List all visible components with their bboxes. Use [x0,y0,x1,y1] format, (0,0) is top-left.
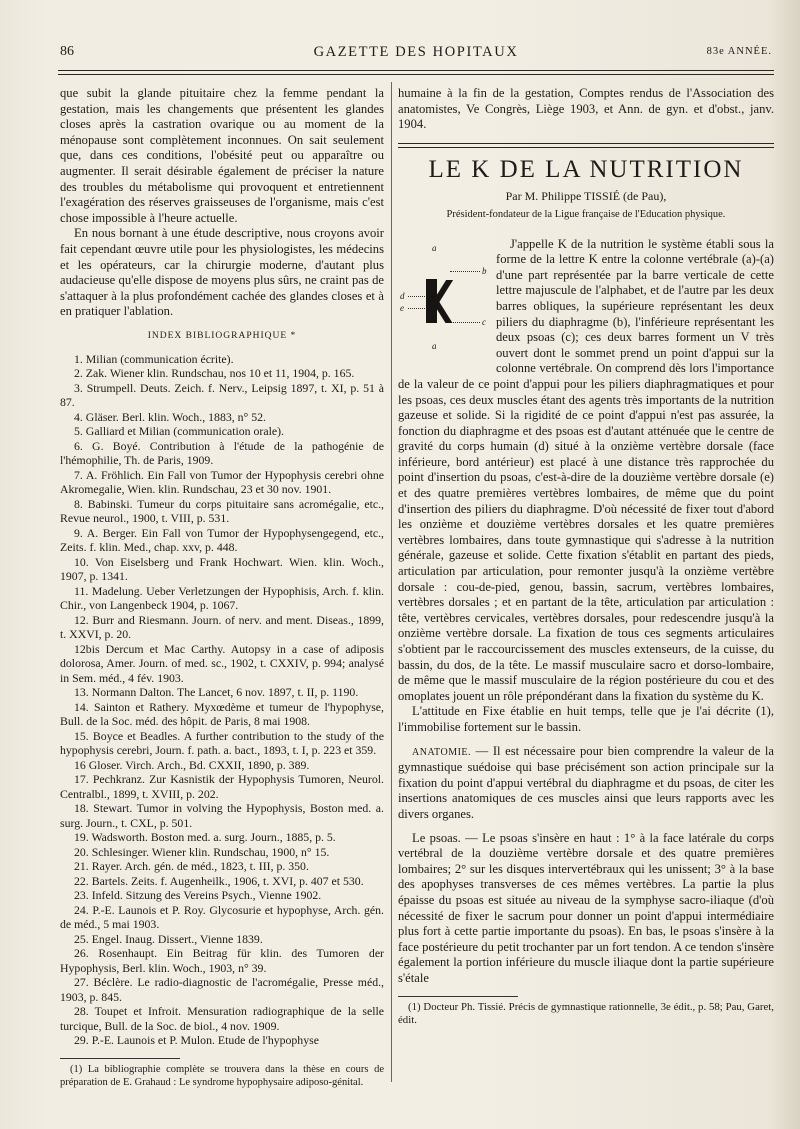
bib-entry: 21. Rayer. Arch. gén. de méd., 1823, t. III, p. 350. [74,859,309,873]
psoas-paragraph: Le psoas. — Le psoas s'insère en haut : 1° à la face latérale du corps vertébral de la douzième vertèbre dorsale et des quatre premières lombaires; 2° sur les disques intervertébraux qui les unissent; 3° à la base des apophyses transverses de ces mêmes vertèbres. La partie la plus épaisse du psoas est située au niveau de la symphyse sacro-iliaque (d'où nécessité de fixer le sacrum pour donner un point d'appui intermédiaire plus fort à cette partie importante du psoas). En bas, le psoas s'insère à la face postérieure du petit trochanter par un fort tendon. A ce tendon s'insère également la portion inférieure du muscle iliaque dont la partie supérieure s'étale [398,830,774,985]
bib-entry: 22. Bartels. Zeits. f. Augenheilk., 1906, t. XVI, p. 407 et 530. [74,873,364,888]
running-header [60,44,772,66]
journal-title: GAZETTE DES HOPITAUX [313,44,519,60]
bib-entry: 15. Boyce et Beadles. A further contribution to the study of the hypophysis cerebri, Journ. f. path. a. bact., 1893, t. I, p. 223 et 359. [60,728,384,757]
anatomy-paragraph [398,744,774,823]
paragraph: J'appelle K de la nutrition le système établi sous la forme de la lettre K entre la colonne vertébrale (a)-(a) d'une part représentée par la barre verticale de cette lettre majuscule de l'alphabet, et de l'autre par les deux barres obliques, la supérieure représentant les deux piliers du diaphragme (b), l'inférieure représentant les deux psoas (c); ces deux barres forment un V très ouvert dont le sommet prend un point d'appui sur la colonne vertébrale. On comprend dès lors l'importance de la valeur de ce point d'appui pour les piliers diaphragmatiques et pour les psoas, ces deux muscles étant des agents très importants de la nutrition gazeuse et solide. Si la rigidité de ce point d'appui n'est pas assurée, la fonction du diaphragme et des psoas est d'autant atténuée que le centre de gravité du corps humain (d) situé à la onzième vertèbre dorsale (face inférieure, bord antérieur) est placé à une distance très rapprochée du point d'insertion du psoas, c'est-à-dire de la douzième vertèbre dorsale (e) et des quatre premières vertèbres lombaires, de même que du point d'insertion des piliers du diaphragme. D'où nécessité de fixer tout d'abord les onzième et douzième vertèbres dorsales et les quatre premières vertèbres lombaires, dans toute gymnastique qui s'adresse à la nutrition générale, gazeuse et solide. Cette fixation s'établit en partant des pieds, articulation par articulation, pour remonter jusqu'à la onzième vertèbre dorsale : cou-de-pied, genou, bassin, sacrum, vertèbres lombaires, vertèbres dorsales ; et en partant de la tête, articulation par articulation : tête, vertèbres cervicales, vertèbres dorsales, pour redescendre jusqu'à la onzième vertèbre dorsale. La fixation de tous ces segments articulaires s'obtient par le raccourcissement des muscles extenseurs, de la cuisse, du bassin, du dos, de la tête. Le massif musculaire sacro et dorso-lombaire, de même que le massif musculaire de la région postérieure du cou et des omoplates jouent un rôle prépondérant dans la fixation du système du K. [398,236,774,703]
article-title: LE K DE LA NUTRITION [428,155,744,183]
column-separator [391,82,392,1082]
byline: Par M. Philippe TISSIÉ (de Pau), [505,189,667,204]
paragraph: que subit la glande pituitaire chez la femme pendant la gestation, mais les changements que présentent les glandes closes après la castration ovarique ou au moment de la ménopause sont complètement inconnues. On sait seulement que, dans ces conditions, l'obésité peut ou apparaître ou augmenter. Il serait désirable également de préciser la nature des troubles du métabolisme qui provoquent et entretiennent l'exagération des réserves graisseuses de l'organisme, mais c'est chose impossible à l'heure actuelle. [60,86,384,225]
paragraph: En nous bornant à une étude descriptive, nous croyons avoir fait cependant œuvre utile pour les physiologistes, les médecins et les opérateurs, car la chirurgie moderne, d'autant plus audacieuse qu'elle dispose de moyens plus sûrs, ne craint pas de s'attaquer à la plus profondément cachée des glandes closes et à en pratiquer l'ablation. [60,226,384,319]
author-affiliation: Président-fondateur de la Ligue française de l'Education physique. [446,208,726,220]
bib-entry: 19. Wadsworth. Boston med. a. surg. Journ., 1885, p. 5. [74,830,336,844]
figure-label-d: d [400,290,405,301]
bib-entry: 12. Burr and Riesmann. Journ. of nerv. and ment. Diseas., 1899, t. XXVI, p. 20. [60,612,384,641]
bib-entry: 6. G. Boyé. Contribution à l'étude de la pathogénie de l'hémophilie, Th. de Paris, 1909. [60,438,384,467]
bib-entry: 7. A. Fröhlich. Ein Fall von Tumor der Hypophysis cerebri ohne Akromegalie, Wien. klin. Rundschau, 23 et 30 nov. 1901. [60,467,384,496]
bib-entry: 5. Galliard et Milian (communication orale). [74,424,284,438]
k-diagram-figure [398,239,490,363]
anatomy-text: — Il est nécessaire pour bien comprendre la valeur de la gymnastique suédoise qui base précisément son action principale sur la fixation du point d'appui vertébral du diaphragme et du psoas, de citer les insertions anatomiques de ces muscles ainsi que leurs rapports avec les divers organes. [398,743,774,821]
left-column [60,86,384,1089]
bib-entry: 20. Schlesinger. Wiener klin. Rundschau, 1900, n° 15. [74,844,330,859]
footnote-text: (1) La bibliographie complète se trouvera dans la thèse en cours de préparation de E. Grahaud : Le syndrome hypophysaire adiposo-génital. [60,1063,384,1088]
year-label: 83e ANNÉE. [706,46,772,57]
bib-entry: 26. Rosenhaupt. Ein Beitrag für klin. des Tumoren der Hypophysis, Berl. klin. Woch., 1903, n° 39. [60,946,384,975]
bib-entry: 18. Stewart. Tumor in volving the Hypophysis, Boston med. a. surg. Journ., t. CXL, p. 501. [60,801,384,830]
bib-entry: 3. Strumpell. Deuts. Zeich. f. Nerv., Leipsig 1897, t. XI, p. 51 à 87. [60,380,384,409]
bibliography-list [60,352,384,1048]
footnote-text: (1) Docteur Ph. Tissié. Précis de gymnastique rationnelle, 3e édit., p. 58; Pau, Garet, édit. [398,1001,774,1027]
footnote-rule [398,996,518,997]
header-rule-thin [58,74,774,75]
bib-entry: 24. P.-E. Launois et P. Roy. Glycosurie et hypophyse, Arch. gén. de méd., 5 mai 1903. [60,902,384,931]
bib-entry: 14. Sainton et Rathery. Myxœdème et tumeur de l'hypophyse, Bull. de la Soc. méd. des hôpit. de Paris, 8 mai 1908. [60,699,384,728]
figure-label-a-top: a [432,242,437,253]
bib-entry: 11. Madelung. Ueber Verletzungen der Hypophisis, Arch. f. klin. Chir., von Langenbeck 1904, p. 1067. [60,583,384,612]
header-rule [58,70,774,71]
bib-entry: 27. Béclère. Le radio-diagnostic de l'acromégalie, Presse méd., 1903, p. 845. [60,975,384,1004]
bib-entry: 23. Infeld. Sitzung des Vereins Psych., Vienne 1902. [74,888,322,902]
bib-entry: 29. P.-E. Launois et P. Mulon. Etude de l'hypophyse [74,1033,319,1047]
leader-line-b [450,271,480,272]
leader-line-c [450,322,480,323]
right-column [398,86,774,1027]
bib-entry: 8. Babinski. Tumeur du corps pituitaire sans acromégalie, etc., Revue neurol., 1900, t. VIII, p. 531. [60,496,384,525]
paragraph: L'attitude en Fixe établie en huit temps, telle que je l'ai décrite (1), l'immobilise fortement sur le bassin. [398,704,774,734]
footnote-rule [60,1058,180,1059]
page-number: 86 [60,44,74,59]
bibliography-heading: INDEX BIBLIOGRAPHIQUE * [147,330,297,341]
bib-entry: 16 Gloser. Virch. Arch., Bd. CXXII, 1890, p. 389. [74,757,310,772]
bib-entry: 25. Engel. Inaug. Dissert., Vienne 1839. [74,931,263,946]
figure-label-c: c [482,316,486,327]
bib-entry: 17. Pechkranz. Zur Kasnistik der Hypophysis Tumoren, Neurol. Centralbl., 1899, t. XVIII, p. 202. [60,772,384,801]
bib-entry: 1. Milian (communication écrite). [74,351,234,366]
anatomy-label: ANATOMIE. [412,746,472,758]
bib-entry: 9. A. Berger. Ein Fall von Tumor der Hypophysengegend, etc., Zeits. f. klin. Med., chap. xxv, p. 448. [60,525,384,554]
footnote [60,1063,384,1089]
bib-entry: 28. Toupet et Infroit. Mensuration radiographique de la selle turcique, Bull. de la Soc. de biol., 4 nov. 1909. [60,1004,384,1033]
bib-entry: 4. Gläser. Berl. klin. Woch., 1883, n° 52. [74,409,266,424]
figure-label-a-bottom: a [432,340,437,351]
figure-label-e: e [400,302,404,313]
bib-entry: 10. Von Eiselsberg und Frank Hochwart. Wien. klin. Woch., 1907, p. 1341. [60,554,384,583]
bib-entry: 13. Normann Dalton. The Lancet, 6 nov. 1897, t. II, p. 1190. [74,685,359,699]
footnote [398,1001,774,1027]
bib-entry: 12bis Dercum et Mac Carthy. Autopsy in a case of adiposis dolorosa, Amer. Journ. of med. sc., 1902, t. CXXIV, p. 994; analysé in Sem. méd., 4 fév. 1903. [60,641,384,685]
figure-label-b: b [482,265,487,276]
bib-entry: 2. Zak. Wiener klin. Rundschau, nos 10 et 11, 1904, p. 165. [74,366,355,380]
article-divider [398,143,774,148]
leader-line-d [408,296,425,297]
continued-reference: humaine à la fin de la gestation, Comptes rendus de l'Association des anatomistes, Ve Congrès, Liège 1903, et Ann. de gyn. et d'obst., janv. 1904. [398,86,774,132]
leader-line-e [408,308,425,309]
